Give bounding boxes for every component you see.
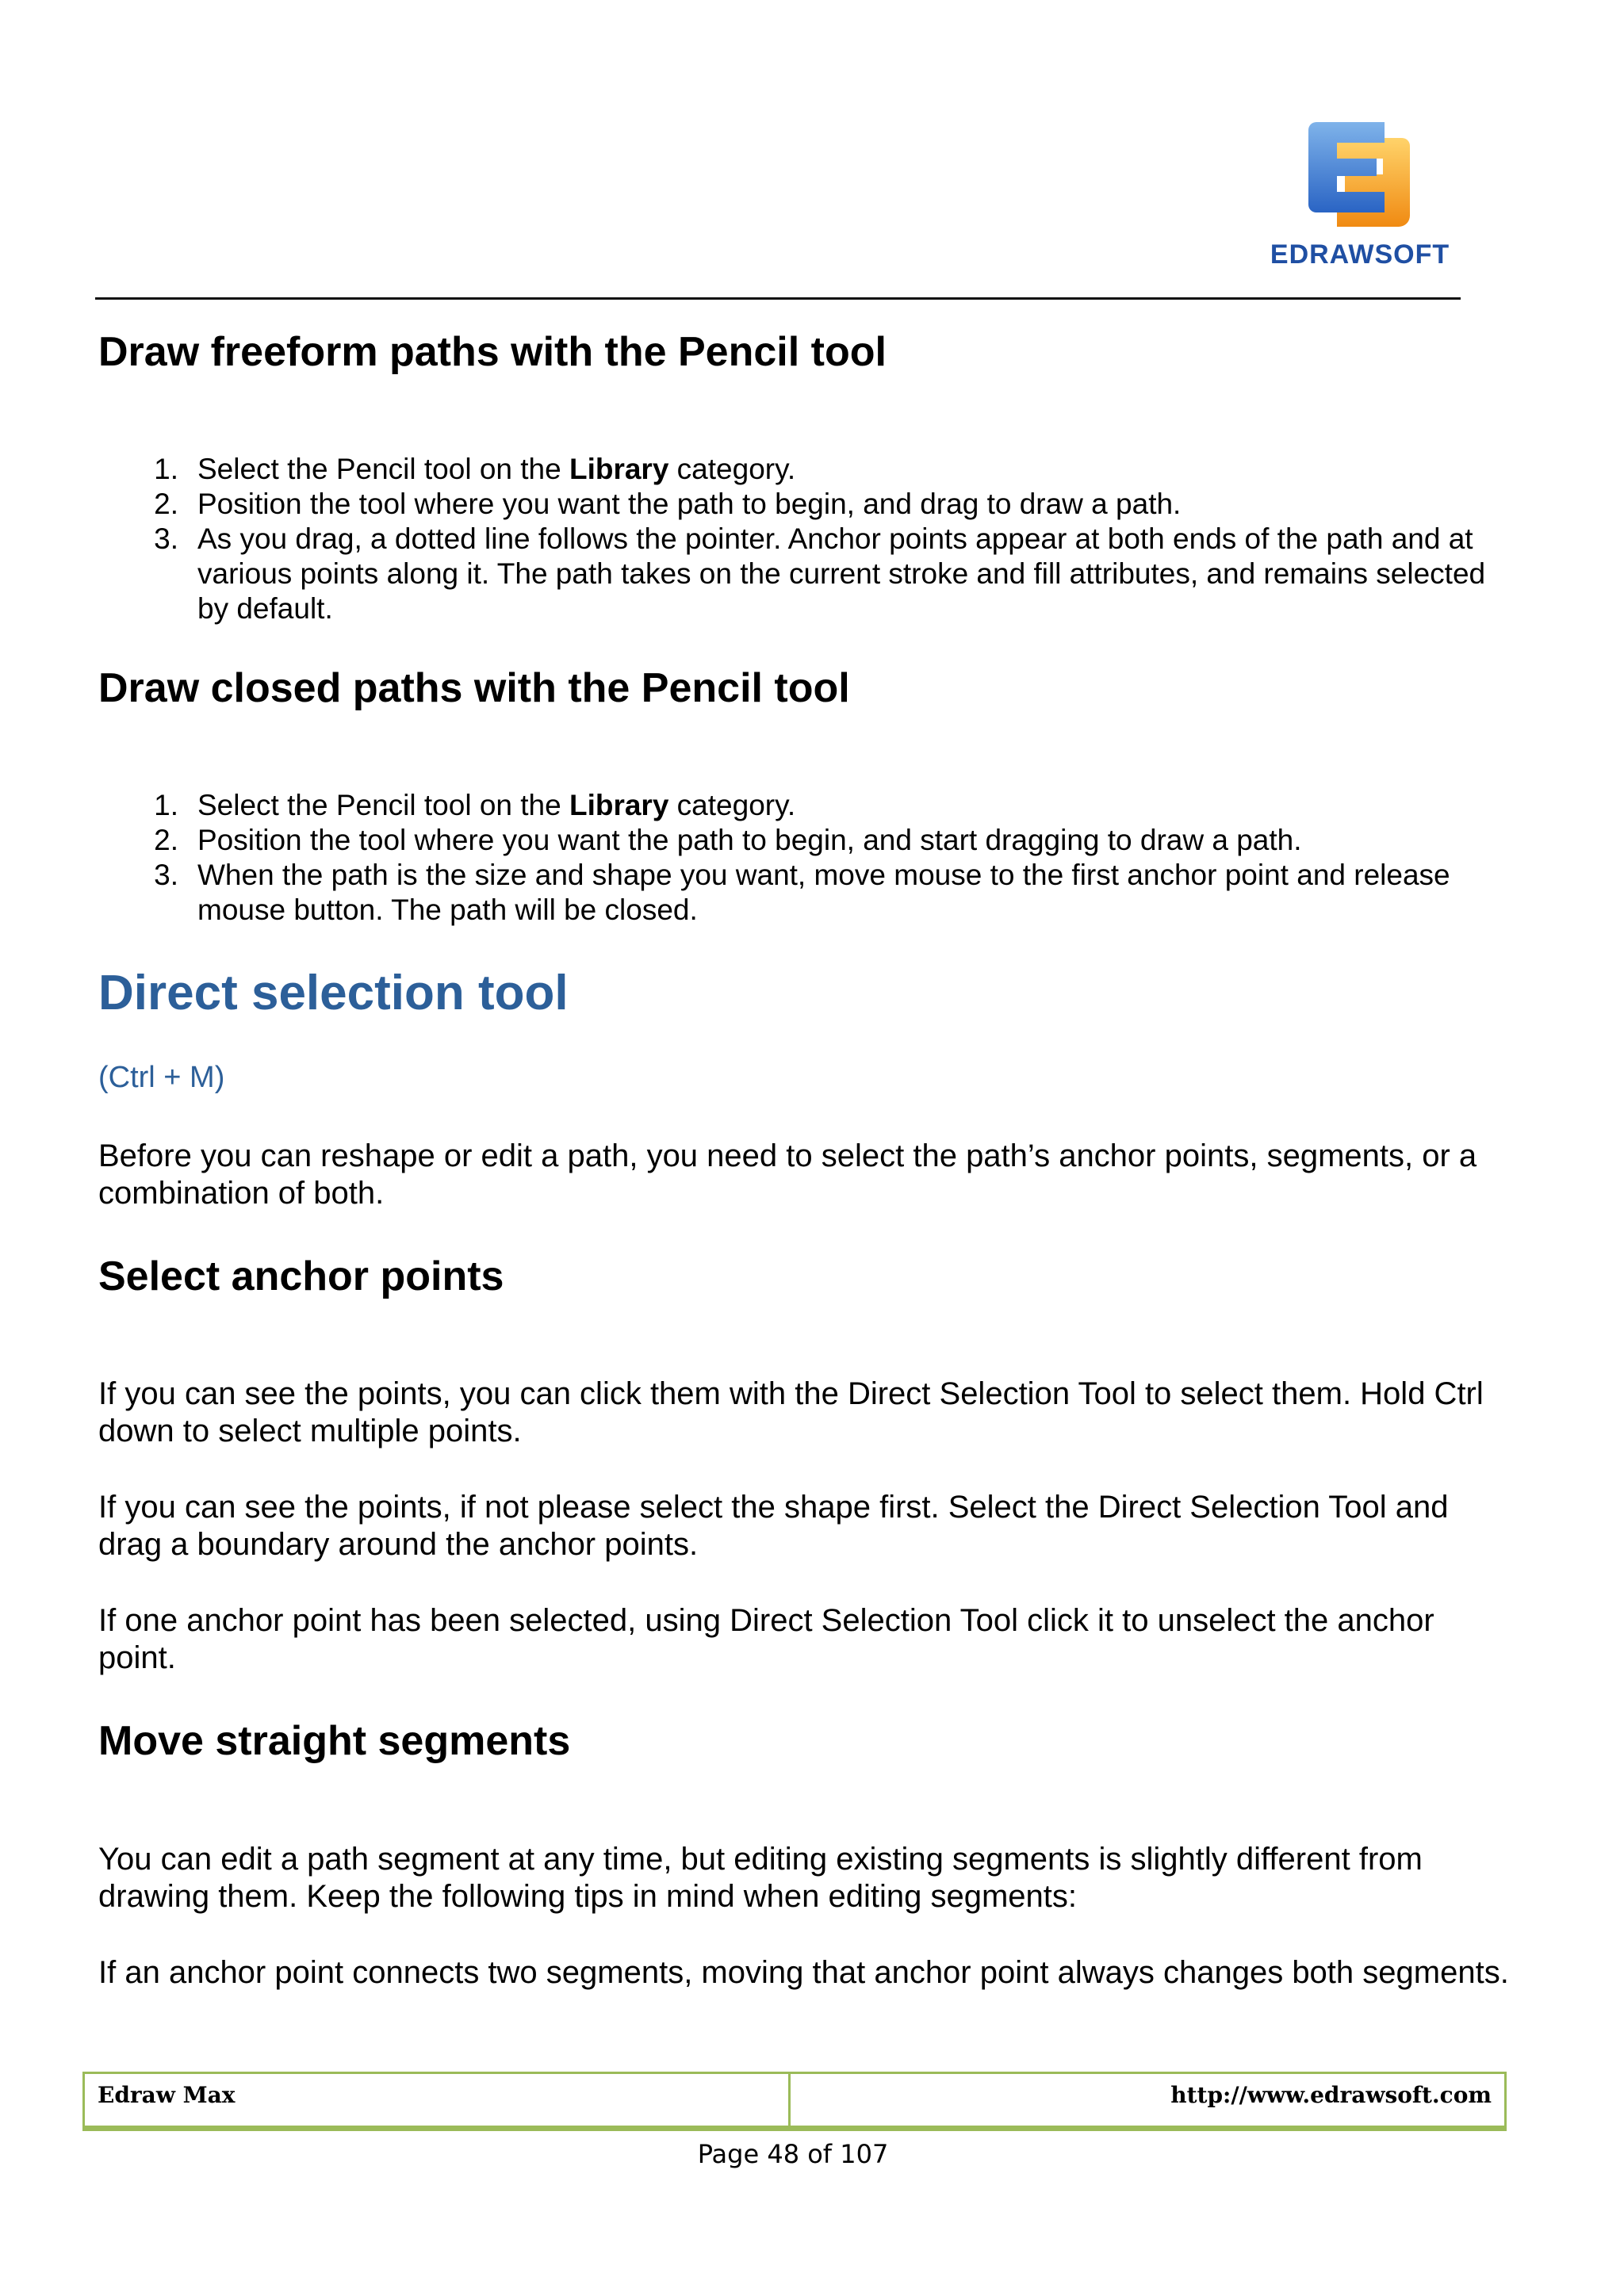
heading-closed: Draw closed paths with the Pencil tool [98,665,850,711]
header-rule [95,297,1461,300]
list-item: 3. As you drag, a dotted line follows the pointer. Anchor points appear at both ends of the path and at various points along it. The path takes on the current stroke and fill attributes, and remains selected by default. [154,522,1486,625]
heading-direct-selection: Direct selection tool [98,966,569,1020]
logo-text: EDRAWSOFT [1270,239,1450,270]
footer-website-link[interactable]: http://www.edrawsoft.com [1170,2082,1492,2108]
list-item: 1. Select the Pencil tool on the Library category. [154,453,796,485]
heading-move-straight-segments: Move straight segments [98,1718,571,1764]
footer-product-name: Edraw Max [85,2074,791,2126]
heading-select-anchor-points: Select anchor points [98,1253,504,1299]
shortcut-text: (Ctrl + M) [98,1061,225,1094]
list-item: 1. Select the Pencil tool on the Library category. [154,789,796,821]
closed-steps [147,788,1511,928]
paragraph: If you can see the points, if not please select the shape first. Select the Direct Selection Tool and drag a boundary around the anchor points. [98,1490,1449,1562]
list-item: 2. Position the tool where you want the path to begin, and start dragging to draw a path. [154,824,1302,856]
paragraph: If one anchor point has been selected, using Direct Selection Tool click it to unselect the anchor point. [98,1603,1434,1675]
edrawsoft-logo-icon [1302,117,1413,232]
paragraph: If you can see the points, you can click them with the Direct Selection Tool to select them. Hold Ctrl down to select multiple points. [98,1376,1484,1448]
paragraph: Before you can reshape or edit a path, you need to select the path’s anchor points, segments, or a combination of both. [98,1138,1477,1211]
footer-table [82,2072,1507,2131]
heading-freeform: Draw freeform paths with the Pencil tool [98,329,887,375]
freeform-steps [147,452,1511,626]
paragraph: If an anchor point connects two segments, moving that anchor point always changes both segments. [98,1955,1509,1990]
list-item: 2. Position the tool where you want the path to begin, and drag to draw a path. [154,488,1182,520]
page-number: Page 48 of 107 [697,2139,889,2169]
edrawsoft-logo [1269,117,1451,276]
list-item: 3. When the path is the size and shape you want, move mouse to the first anchor point and release mouse button. The path will be closed. [154,859,1450,926]
paragraph: You can edit a path segment at any time, but editing existing segments is slightly different from drawing them. Keep the following tips in mind when editing segments: [98,1842,1423,1914]
